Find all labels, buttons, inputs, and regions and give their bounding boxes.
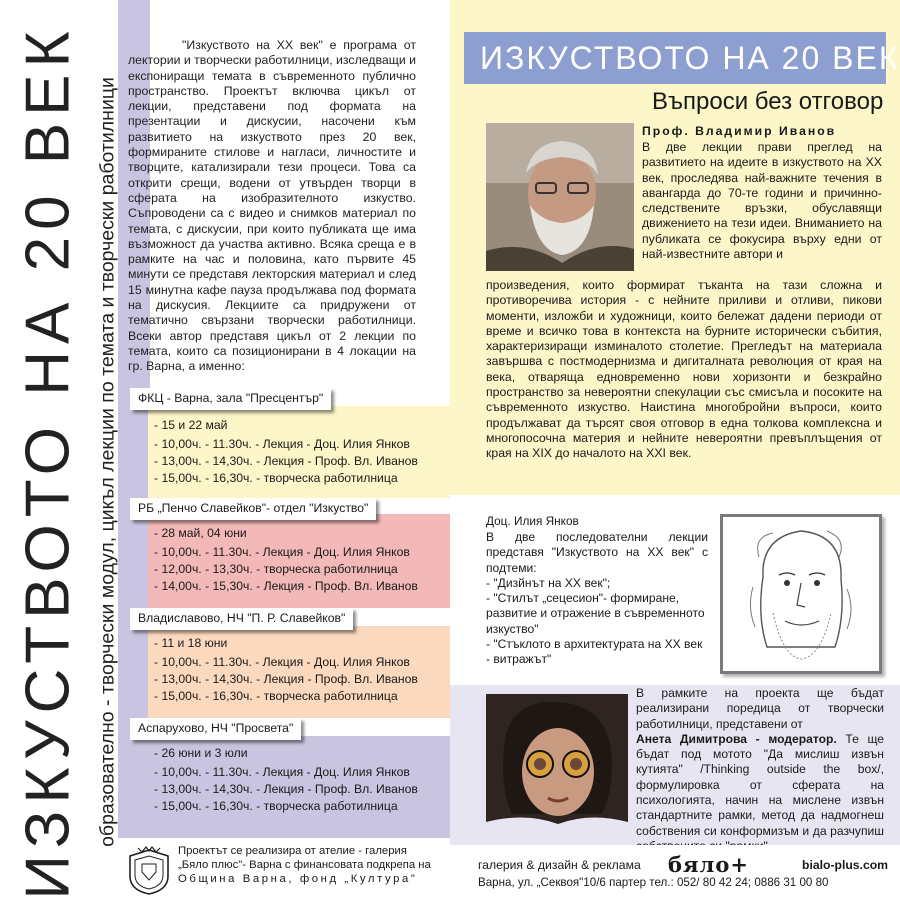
page-title: ИЗКУСТВОТО НА 20 ВЕК (480, 40, 900, 76)
funding-note: Проектът се реализира от ателие - галерия „Бяло плюс"- Варна с финансовата подкрепа на Община Варна, фонд „Култура" (178, 845, 431, 885)
vertical-title-band (0, 0, 118, 924)
contact-address: Варна, ул. „Секвоя"10/6 партер тел.: 052/ 80 42 24; 0886 31 00 80 (478, 876, 829, 889)
schedule-line: - 15,00ч. - 16,30ч. - творческа работилница (154, 471, 398, 485)
venue-date: - 11 и 18 юни (154, 636, 228, 650)
yankov-sketch-portrait (720, 514, 882, 674)
ivanov-description: В две лекции прави преглед на развитието на идеите в изкуството на XX век, проследявa най-важните течения в авангарда до 70-те години и причинно-следствените връзки, обуславящи движението на тези идеи. Вниманието на публиката се фокусира върху едни от най-известните автори и (642, 140, 882, 262)
ivanov-name: Проф. Владимир Иванов (642, 124, 837, 138)
venue-name: ФКЦ - Варна, зала "Пресцентър" (130, 388, 331, 410)
yankov-description: В две последователни лекции представя "Изкуството на XX век" с подтеми: - "Дизйнът на XX век"; - "Стилът „сецесион"- формиране, развитие и отражение в съвременното изкуство" - "Стъклото в архитектурата на XX век - витражът" (486, 530, 708, 667)
schedule-line: - 10,00ч. - 11.30ч. - Лекция - Доц. Илия Янков (154, 437, 410, 451)
right-page (450, 0, 900, 924)
schedule-line: - 12,00ч. - 13,30ч. - творческа работилница (154, 562, 398, 576)
schedule-line: - 15,00ч. - 16,30ч. - творческа работилница (154, 689, 398, 703)
varna-crest-icon (126, 846, 172, 896)
dimitrova-photo (486, 694, 628, 834)
schedule-line: - 14,00ч. - 15,30ч. - Лекция - Проф. Вл. Иванов (154, 579, 418, 593)
schedule-line: - 10,00ч. - 11.30ч. - Лекция - Доц. Илия Янков (154, 765, 410, 779)
website-link[interactable]: bialo-plus.com (802, 858, 888, 872)
venue-block-4 (118, 718, 450, 838)
schedule-line: - 15,00ч. - 16,30ч. - творческа работилница (154, 799, 398, 813)
topic-item: - "Стъклото в архитектурата на XX век - витражът" (486, 637, 703, 667)
venue-block-2 (118, 498, 450, 608)
topic-item: - "Дизйнът на XX век"; (486, 575, 611, 590)
vertical-subtitle: образователно - творчески модул, цикъл лекции по темата и творчески работилници (96, 77, 119, 847)
schedule-line: - 10,00ч. - 11.30ч. - Лекция - Доц. Илия Янков (154, 655, 410, 669)
venue-date: - 28 май, 04 юни (154, 526, 247, 540)
venue-name: РБ „Пенчо Славейков"- отдел "Изкуство" (130, 498, 376, 520)
venue-name: Аспарухово, НЧ "Просвета" (130, 718, 301, 740)
schedule-line: - 13,00ч. - 14,30ч. - Лекция - Проф. Вл. Иванов (154, 782, 418, 796)
schedule-line: - 10,00ч. - 11.30ч. - Лекция - Доц. Илия Янков (154, 545, 410, 559)
intro-text: "Изкуството на XX век" е програма от лектории и творчески работилници, изследващи и експониращи темата в съвременното публично пространство. Проектът включва цикъл от лекции, представени под формата на презентации и дискусии, насочени към развитието на изкуството през 20 век, формираните стилове и нагласи, личностите и творците, катализирали тези процеси. Това са открити срещи, водени от утвърден творци в сферата на изобразителното изкуство. Съпроводени са с видео и снимков материал по темата, с дискусии, при които публиката ще има възможност да участва активно. Всяка среща е в рамките на час и половина, като първите 45 минути се представя лекторския материал и след 15 минутна кафе пауза продължава под формата на дискусия. Лекциите са придружени от тематично свързани творчески работилници. Всеки автор представя цикъл от 2 лекции по темата, които са позиционирани в 4 локации на гр. Варна, а именно: (128, 38, 416, 374)
schedule-line: - 13,00ч. - 14,30ч. - Лекция - Проф. Вл. Иванов (154, 454, 418, 468)
venue-date: - 15 и 22 май (154, 418, 228, 432)
services-label: галерия & дизайн & реклама (478, 858, 641, 872)
venue-block-3 (118, 608, 450, 718)
venue-name: Владиславово, НЧ "П. Р. Славейков" (130, 608, 353, 630)
schedule-line: - 13,00ч. - 14,30ч. - Лекция - Проф. Вл. Иванов (154, 672, 418, 686)
ivanov-photo (486, 123, 634, 271)
venue-block-1 (118, 388, 450, 498)
bialo-plus-logo: бяло+ (668, 852, 749, 877)
ivanov-description-continued: произведения, които формират тъканта на тази сложна и противоречива история - с нейните приливи и отливи, пикови моменти, изложби и художници, които бележат дадени периоди от време и всичко това в контекста на бурните исторически събития, характеризиращи изминалото столетие. Прегледът на материала завършва с постмодернизма и дигиталната революция от края на века, отваряща едновременно нови хоризонти и безкрайно пространство за невероятни спекулации със смисъла и посоките на съвременното изкуство. Наистина многобройни въпроси, които продължават да търсят своя отговор в една толкова комплексна и многопосочна материя и нейните невероятни превъплъщения от края на XIX до началото на XXI век. (486, 278, 882, 461)
venue-date: - 26 юни и 3 юли (154, 746, 248, 760)
topic-item: - "Стилът „сецесион"- формиране, развитие и отражение в съвременното изкуство" (486, 591, 705, 636)
vertical-title: ИЗКУСТВОТО НА 20 ВЕК (13, 24, 83, 900)
workshops-description: В рамките на проекта ще бъдат реализирани поредица от творчески работилници, представени от Анета Димитрова - модератор. Те ще бъдат под мотото "Да мислиш извън кутията" /Thinking outside the box/, формулировка от сферата на психологията, начин на мислене извън стандартните рамки, метод да надмогнеш собствения си конформизъм и да разчупиш (636, 686, 884, 838)
dimitrova-name: Анета Димитрова - модератор. (636, 731, 837, 746)
yankov-name: Доц. Илия Янков (486, 514, 579, 528)
subtitle: Въпроси без отговор (652, 88, 884, 115)
left-footer (118, 838, 450, 924)
